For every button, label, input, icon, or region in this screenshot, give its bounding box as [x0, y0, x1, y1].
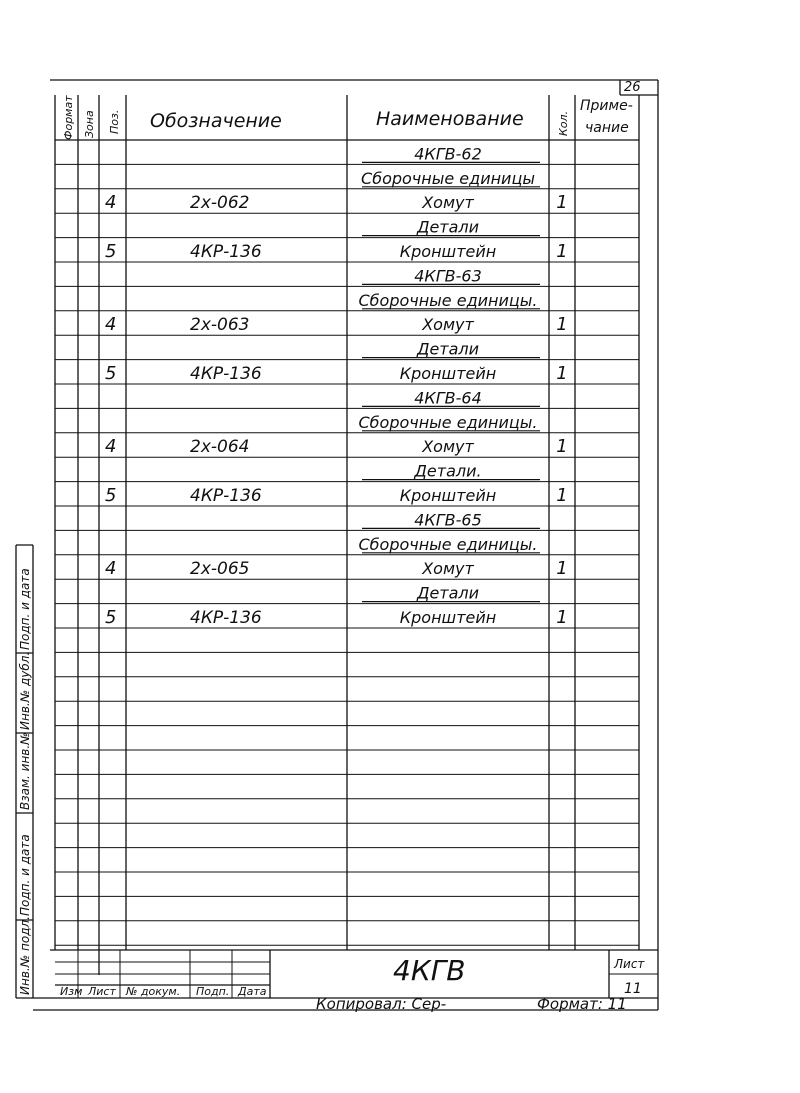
row-name: 4КГВ-64	[414, 388, 482, 408]
row-name: Хомут	[422, 315, 474, 335]
footer-copied: Копировал: Сер-	[316, 995, 447, 1013]
row-qty: 1	[556, 192, 568, 214]
table-body	[105, 144, 568, 628]
row-name: 4КГВ-62	[414, 144, 482, 164]
row-pos: 4	[105, 558, 117, 580]
row-name: Хомут	[422, 559, 474, 579]
col-sheet: Лист	[88, 985, 116, 998]
row-pos: 5	[105, 485, 117, 506]
row-name: Детали	[416, 583, 480, 603]
row-qty: 1	[556, 241, 568, 262]
table-row	[105, 192, 568, 213]
row-name: Хомут	[422, 193, 474, 213]
table-row	[105, 314, 568, 335]
row-designation: 2x-063	[190, 315, 250, 336]
table-row	[362, 510, 540, 529]
row-designation: 4КР-136	[190, 364, 262, 384]
row-qty: 1	[556, 314, 568, 336]
sheet-label: Лист	[614, 957, 645, 971]
row-name: 4КГВ-65	[414, 510, 482, 530]
row-name: 4КГВ-63	[414, 266, 482, 286]
row-designation: 2x-065	[190, 559, 250, 580]
table-row	[362, 462, 540, 481]
table-row	[362, 266, 540, 285]
row-name: Сборочные единицы.	[358, 534, 538, 554]
header-format: Формат	[62, 95, 75, 140]
row-designation: 2x-064	[190, 437, 250, 458]
row-name: Сборочные единицы.	[358, 290, 538, 310]
row-name: Сборочные единицы.	[358, 412, 538, 432]
table-row	[362, 144, 540, 163]
table-row	[105, 241, 568, 262]
row-designation: 4КР-136	[190, 486, 262, 506]
doc-code: 4КГВ	[393, 954, 466, 987]
table-grid	[55, 95, 639, 975]
row-pos: 5	[105, 607, 117, 628]
col-sign: Подп.	[196, 985, 230, 998]
row-designation: 2x-062	[190, 193, 250, 214]
row-name: Кронштейн	[399, 486, 497, 505]
side-stamp-labels	[18, 568, 32, 995]
side-label-inv-orig: Инв.№ подл.	[18, 916, 32, 995]
table-row	[362, 340, 540, 359]
row-qty: 1	[556, 485, 568, 506]
table-row	[105, 558, 568, 579]
row-pos: 5	[105, 241, 117, 262]
row-pos: 4	[105, 192, 117, 214]
header-designation: Обозначение	[150, 110, 282, 132]
sheet-frame	[33, 80, 658, 1010]
table-row	[105, 607, 568, 628]
table-row	[105, 485, 568, 506]
side-label-inv-dup: Инв.№ дубл.	[18, 651, 32, 730]
header-note-2: чание	[585, 120, 629, 136]
row-designation: 4КР-136	[190, 608, 262, 628]
row-name: Детали.	[414, 461, 482, 481]
row-name: Кронштейн	[399, 242, 497, 261]
row-pos: 4	[105, 436, 117, 458]
row-name: Детали	[416, 339, 480, 359]
table-row	[362, 584, 540, 603]
side-label-sign-date-2: Подп. и дата	[18, 834, 32, 916]
col-change: Изм	[60, 985, 83, 998]
row-name: Кронштейн	[399, 364, 497, 383]
side-label-sign-date-1: Подп. и дата	[18, 568, 32, 650]
side-label-replace-inv: Взам. инв.№	[18, 732, 32, 810]
top-sheet-number: 26	[624, 80, 641, 95]
header-name: Наименование	[376, 108, 524, 130]
header-pos: Поз.	[108, 109, 121, 134]
row-qty: 1	[556, 607, 568, 628]
table-row	[361, 169, 540, 188]
table-row	[362, 388, 540, 407]
row-name: Детали	[416, 217, 480, 237]
row-pos: 5	[105, 363, 117, 384]
row-designation: 4КР-136	[190, 242, 262, 262]
col-date: Дата	[238, 985, 267, 998]
row-qty: 1	[556, 436, 568, 458]
footer-format: Формат: 11	[537, 995, 627, 1013]
header-zone: Зона	[83, 110, 96, 138]
table-row	[105, 436, 568, 457]
table-row	[358, 535, 540, 554]
table-row	[358, 291, 540, 310]
row-name: Сборочные единицы	[361, 168, 535, 188]
col-doc-no: № докум.	[126, 985, 181, 998]
table-row	[358, 413, 540, 432]
row-qty: 1	[556, 363, 568, 384]
header-note-1: Приме-	[580, 98, 633, 114]
header-qty: Кол.	[557, 110, 570, 136]
table-row	[362, 218, 540, 237]
table-row	[105, 363, 568, 384]
title-block-column-labels	[60, 985, 267, 998]
row-name: Кронштейн	[399, 608, 497, 627]
row-qty: 1	[556, 558, 568, 580]
sheet-value: 11	[624, 981, 642, 997]
row-pos: 4	[105, 314, 117, 336]
row-name: Хомут	[422, 437, 474, 457]
